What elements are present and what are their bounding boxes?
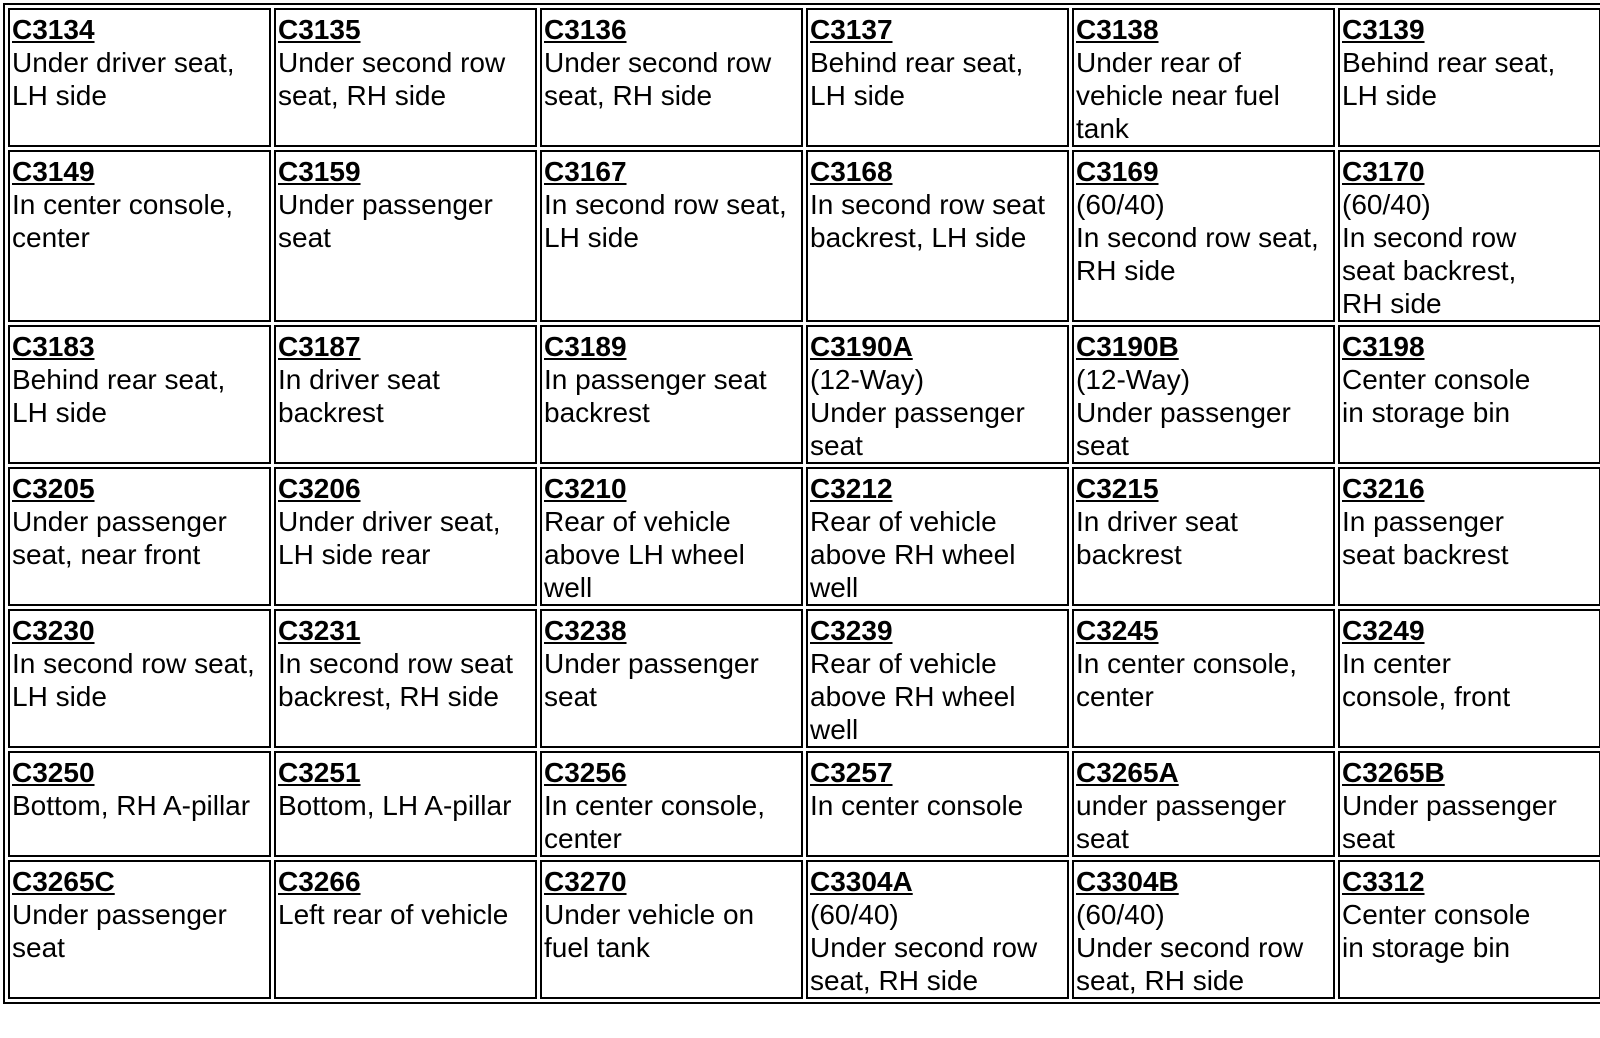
connector-code: C3149 [12,156,95,187]
table-row [8,325,1600,464]
connector-location-text: In center console [810,790,1024,821]
connector-code: C3250 [12,757,95,788]
connector-code: C3137 [810,14,893,45]
connector-cell [274,467,537,606]
connector-location-text: above RH wheel [810,681,1016,712]
connector-location-text: backrest [1076,539,1182,570]
connector-cell [1072,751,1335,857]
connector-code: C3270 [544,866,627,897]
connector-cell [806,751,1069,857]
connector-location-text: seat, RH side [810,965,979,996]
connector-location-text: In center console, [12,189,234,220]
connector-code: C3239 [810,615,893,646]
connector-location-text: seat [810,430,863,461]
connector-location-text: seat, RH side [544,80,713,111]
connector-code: C3266 [278,866,361,897]
connector-location-text: LH side rear [278,539,431,570]
connector-location-text: well [810,714,859,745]
connector-cell [8,150,271,322]
connector-location-text: in storage bin [1342,397,1511,428]
connector-cell [1072,609,1335,748]
connector-cell [274,325,537,464]
connector-location-text: Under passenger [544,648,759,679]
connector-location-text: Rear of vehicle [810,506,997,537]
connector-location-text: Behind rear seat, [810,47,1024,78]
connector-code: C3304B [1076,866,1179,897]
connector-location-text: seat, near front [12,539,201,570]
connector-location-text: In passenger [1342,506,1504,537]
connector-cell [1338,609,1600,748]
connector-location-text: Rear of vehicle [810,648,997,679]
table-row [8,467,1600,606]
connector-location-text: center [12,222,90,253]
connector-code: C3265C [12,866,115,897]
connector-cell [1072,8,1335,147]
connector-cell [540,325,803,464]
connector-location-text: above LH wheel [544,539,745,570]
connector-cell [1072,150,1335,322]
connector-location-text: Center console [1342,899,1531,930]
connector-location-text: In center console, [1076,648,1298,679]
connector-cell [1072,467,1335,606]
connector-cell [274,751,537,857]
connector-location-text: In center [1342,648,1451,679]
connector-cell [540,150,803,322]
connector-cell [1338,751,1600,857]
connector-code: C3190B [1076,331,1179,362]
connector-cell [806,609,1069,748]
connector-code: C3230 [12,615,95,646]
connector-location-text: tank [1076,113,1129,144]
connector-cell [8,325,271,464]
connector-cell [1338,467,1600,606]
connector-code: C3265B [1342,757,1445,788]
connector-location-text: LH side [12,80,107,111]
connector-location-text: well [544,572,593,603]
connector-location-text: in storage bin [1342,932,1511,963]
connector-location-text: seat [1076,823,1129,854]
connector-location-text: Center console [1342,364,1531,395]
connector-location-text: seat backrest [1342,539,1509,570]
connector-location-text: In second row seat [810,189,1046,220]
connector-location-text: seat [544,681,597,712]
connector-cell [806,8,1069,147]
connector-code: C3187 [278,331,361,362]
connector-code: C3183 [12,331,95,362]
connector-code: C3139 [1342,14,1425,45]
connector-location-text: Under second row [544,47,772,78]
connector-location-text: seat [278,222,331,253]
connector-location-text: LH side [12,397,107,428]
connector-location-text: (60/40) [1076,189,1165,220]
connector-code: C3135 [278,14,361,45]
connector-location-text: Rear of vehicle [544,506,731,537]
connector-location-text: RH side [1342,288,1442,319]
connector-location-text: In second row seat, [544,189,787,220]
connector-location-text: Under driver seat, [278,506,501,537]
connector-code: C3304A [810,866,913,897]
connector-location-text: backrest [278,397,384,428]
connector-code: C3167 [544,156,627,187]
connector-location-text: In center console, [544,790,766,821]
connector-location-text: Under passenger [12,506,227,537]
connector-location-text: (60/40) [1076,899,1165,930]
connector-code: C3231 [278,615,361,646]
connector-code: C3257 [810,757,893,788]
connector-location-text: center [1076,681,1154,712]
connector-code: C3136 [544,14,627,45]
table-row [8,8,1600,147]
connector-location-text: (60/40) [1342,189,1431,220]
connector-cell [8,751,271,857]
connector-location-text: seat [1076,430,1129,461]
connector-code: C3190A [810,331,913,362]
connector-location-text: Bottom, LH A-pillar [278,790,512,821]
connector-location-text: backrest [544,397,650,428]
connector-location-text: center [544,823,622,854]
connector-cell [8,8,271,147]
connector-location-text: Under passenger [810,397,1025,428]
connector-location-text: console, front [1342,681,1511,712]
connector-location-text: vehicle near fuel [1076,80,1280,111]
connector-location-text: Under passenger [1342,790,1557,821]
connector-location-text: In passenger seat [544,364,767,395]
connector-location-text: Under rear of [1076,47,1241,78]
table-row [8,609,1600,748]
connector-location-text: Under driver seat, [12,47,235,78]
connector-location-text: above RH wheel [810,539,1016,570]
connector-location-text: fuel tank [544,932,650,963]
connector-code: C3206 [278,473,361,504]
connector-location-text: Under second row [278,47,506,78]
connector-cell [1338,325,1600,464]
table-body [8,8,1600,999]
connector-code: C3138 [1076,14,1159,45]
connector-location-text: seat [1342,823,1395,854]
connector-location-text: backrest, RH side [278,681,499,712]
connector-code: C3245 [1076,615,1159,646]
connector-location-text: LH side [1342,80,1437,111]
connector-cell [806,150,1069,322]
connector-location-text: In second row seat, [12,648,255,679]
connector-location-text: Under second row [1076,932,1304,963]
connector-location-text: (12-Way) [1076,364,1191,395]
connector-location-text: backrest, LH side [810,222,1027,253]
connector-code: C3198 [1342,331,1425,362]
connector-location-text: seat backrest, [1342,255,1517,286]
connector-location-text: seat, RH side [1076,965,1245,996]
connector-location-text: In driver seat [1076,506,1238,537]
connector-location-text: (12-Way) [810,364,925,395]
connector-cell [1338,860,1600,999]
connector-code: C3210 [544,473,627,504]
connector-location-text: Under passenger [12,899,227,930]
connector-location-text: In second row seat, [1076,222,1319,253]
connector-location-text: In second row [1342,222,1517,253]
connector-code: C3168 [810,156,893,187]
connector-code: C3189 [544,331,627,362]
connector-code: C3215 [1076,473,1159,504]
connector-code: C3134 [12,14,95,45]
connector-code: C3312 [1342,866,1425,897]
connector-code: C3169 [1076,156,1159,187]
connector-cell [274,150,537,322]
connector-location-text: RH side [1076,255,1176,286]
connector-location-text: Behind rear seat, [1342,47,1556,78]
connector-cell [540,609,803,748]
connector-code: C3216 [1342,473,1425,504]
connector-cell [540,467,803,606]
connector-code: C3205 [12,473,95,504]
connector-cell [540,751,803,857]
connector-location-text: Bottom, RH A-pillar [12,790,251,821]
connector-cell [274,8,537,147]
connector-location-text: well [810,572,859,603]
connector-location-text: Under passenger [1076,397,1291,428]
connector-code: C3159 [278,156,361,187]
connector-location-text: LH side [12,681,107,712]
connector-location-text: In driver seat [278,364,440,395]
connector-location-text: Left rear of vehicle [278,899,509,930]
connector-location-text: LH side [810,80,905,111]
connector-cell [1072,325,1335,464]
table-row [8,150,1600,322]
connector-cell [806,325,1069,464]
connector-location-text: (60/40) [810,899,899,930]
connector-code: C3256 [544,757,627,788]
connector-code: C3265A [1076,757,1179,788]
connector-location-text: Under passenger [278,189,493,220]
connector-location-text: seat, RH side [278,80,447,111]
connector-cell [540,8,803,147]
connector-code: C3170 [1342,156,1425,187]
connector-cell [1338,8,1600,147]
connector-cell [8,609,271,748]
connector-cell [274,609,537,748]
connector-location-text: Under second row [810,932,1038,963]
connector-cell [8,860,271,999]
connector-location-text: Under vehicle on [544,899,755,930]
table-row [8,860,1600,999]
connector-location-table [3,3,1600,1004]
connector-location-text: In second row seat [278,648,514,679]
connector-code: C3249 [1342,615,1425,646]
connector-cell [540,860,803,999]
connector-cell [1072,860,1335,999]
connector-location-text: under passenger [1076,790,1287,821]
connector-location-text: LH side [544,222,639,253]
connector-cell [8,467,271,606]
connector-cell [806,467,1069,606]
connector-code: C3212 [810,473,893,504]
connector-code: C3238 [544,615,627,646]
connector-cell [806,860,1069,999]
connector-code: C3251 [278,757,361,788]
table-row [8,751,1600,857]
connector-location-text: Behind rear seat, [12,364,226,395]
connector-cell [1338,150,1600,322]
connector-location-text: seat [12,932,65,963]
connector-cell [274,860,537,999]
